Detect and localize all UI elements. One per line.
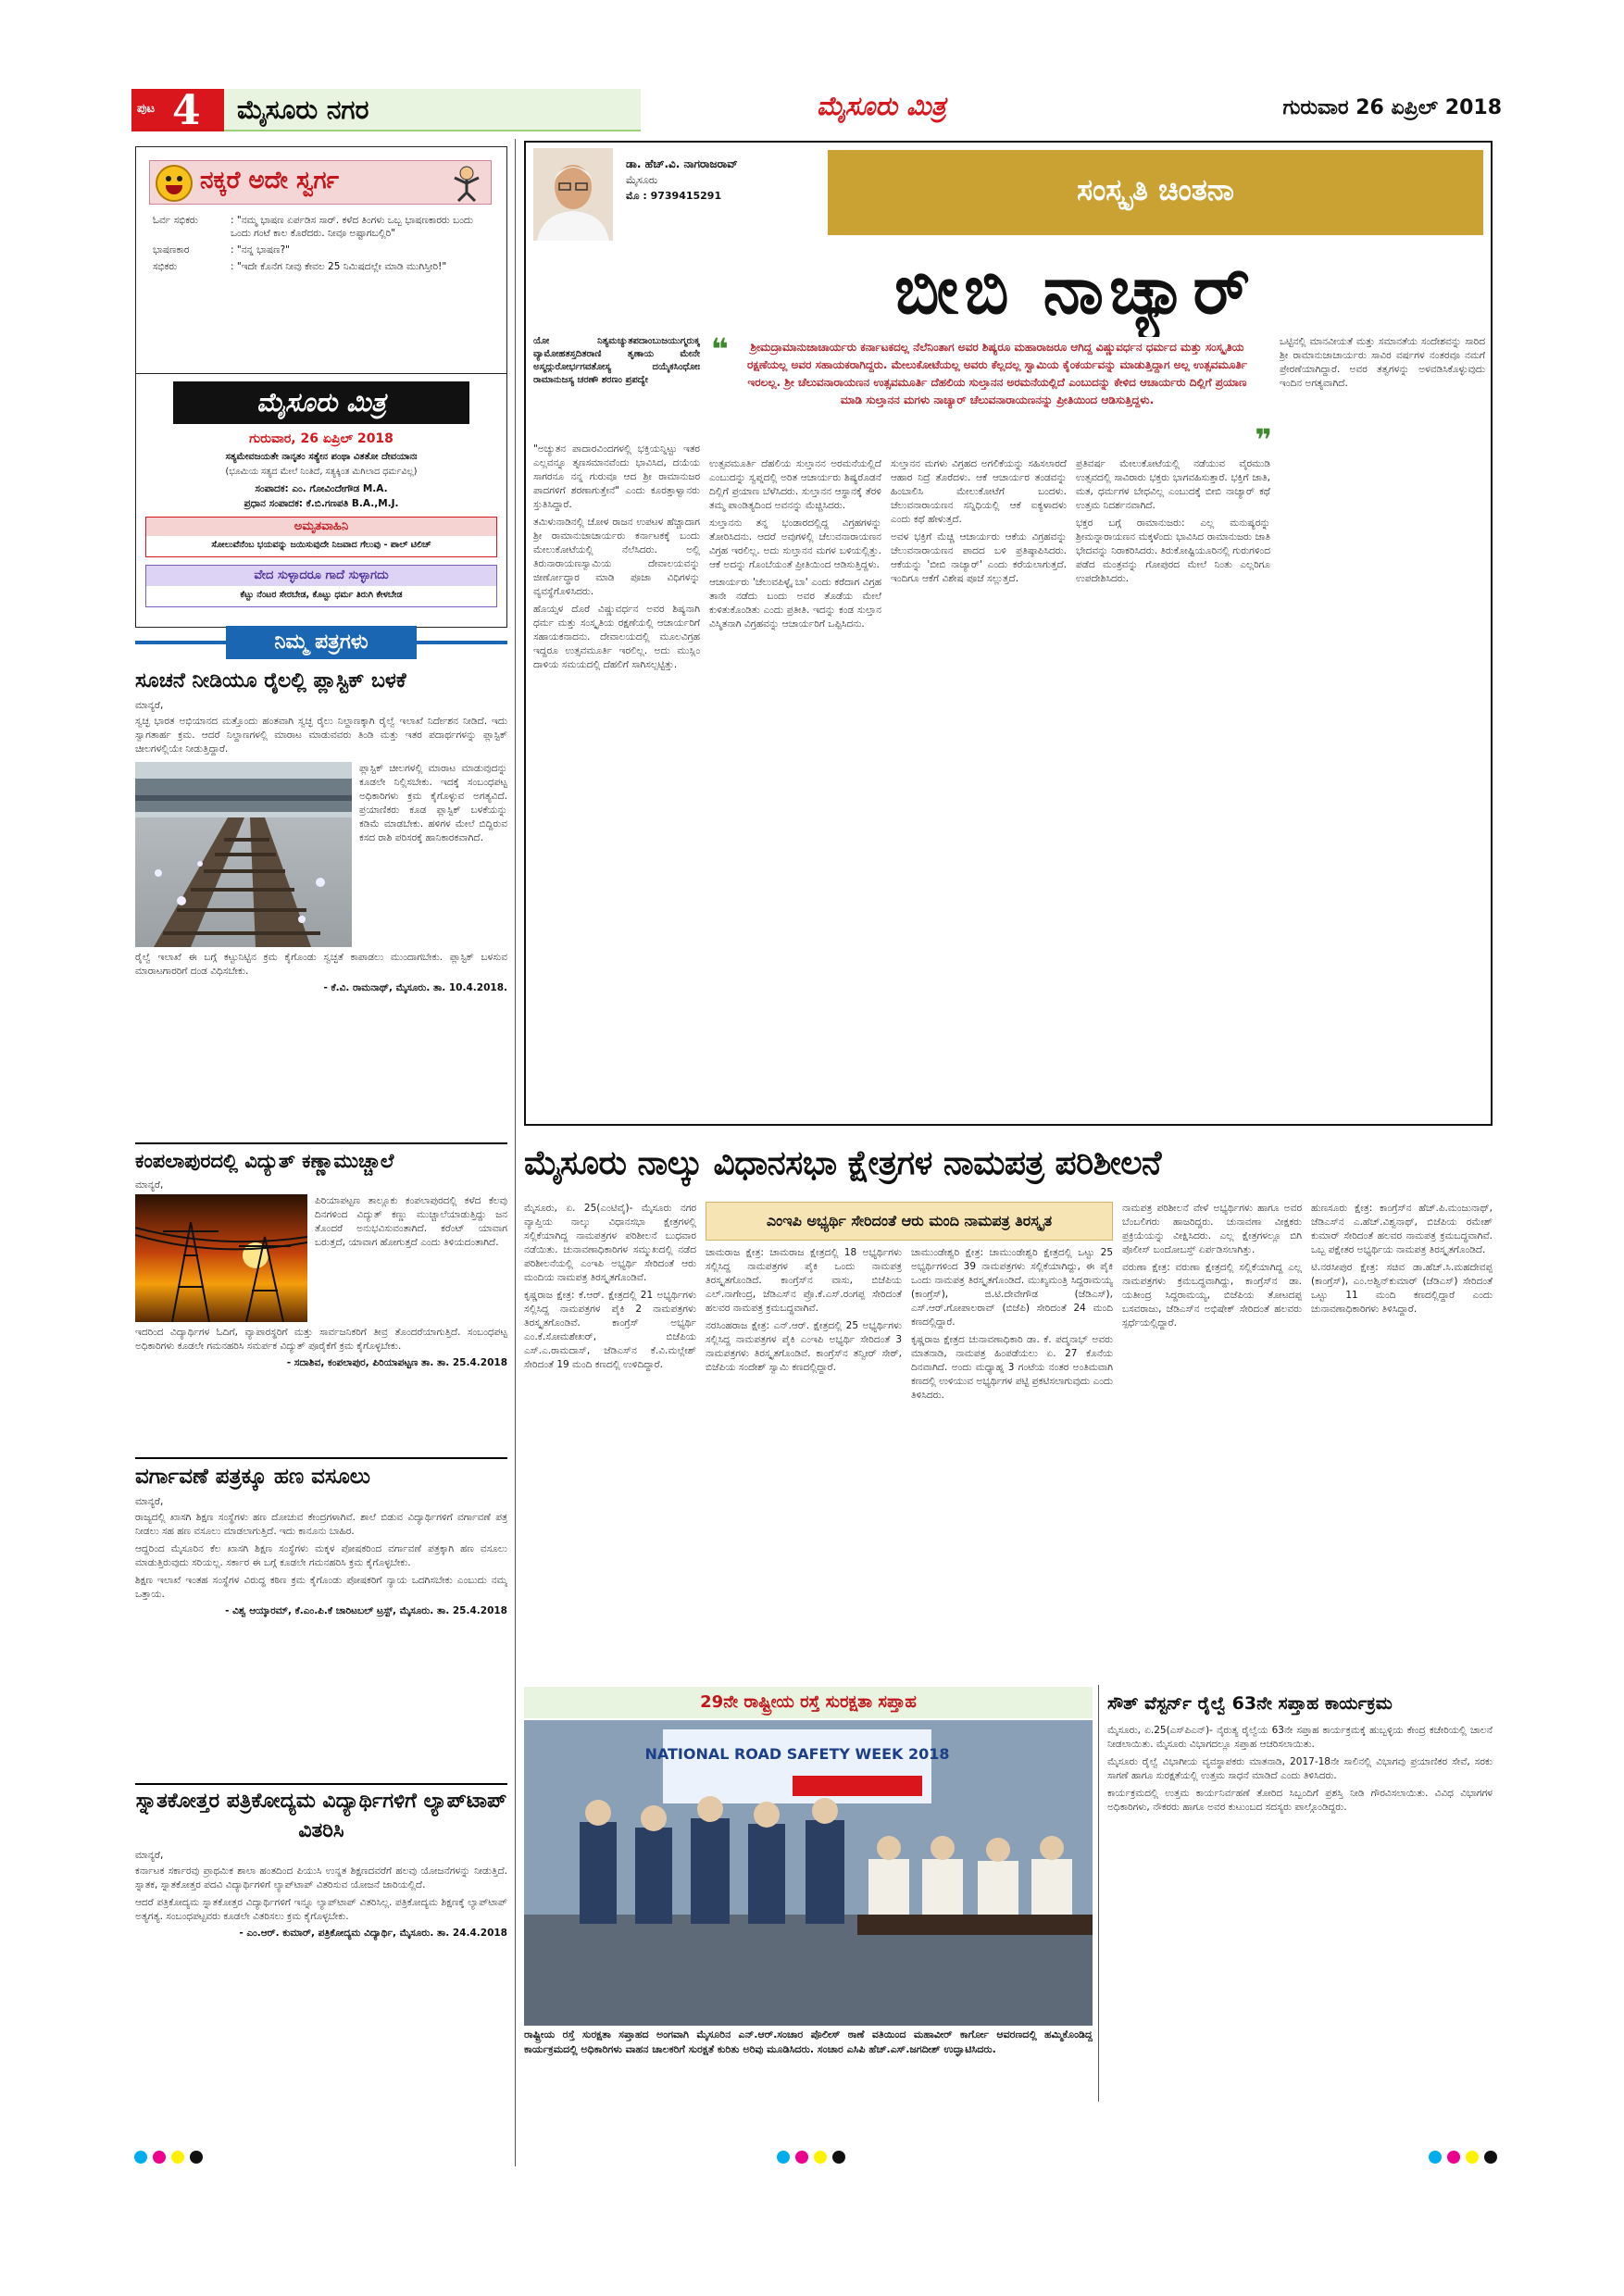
letter-salute: ಮಾನ್ಯರೆ, — [135, 1496, 164, 1507]
column-body-5 — [1280, 335, 1485, 1117]
safety-caption-box — [524, 2028, 1093, 2102]
column-rule — [1098, 1685, 1099, 2102]
letters-banner — [135, 624, 507, 661]
joke-speaker: ಓರ್ವ ಸಭಿಕರು — [153, 215, 198, 226]
main-news-col4 — [1122, 1202, 1302, 1676]
joke-line — [153, 260, 492, 273]
safety-photo — [524, 1720, 1093, 2026]
imprint-motto1: ಸತ್ಯಮೇವಜಯತೇ ನಾನೃತಂ ಸತ್ಯೇನ ಪಂಥಾ ವಿತತೋ ದೇವಯಾನಃ — [225, 452, 418, 462]
letter-photo-wrap — [135, 1194, 507, 1322]
letter-2 — [135, 1146, 507, 1455]
joke-text: : "ನನ್ನ ಭಾಷಣ?" — [231, 244, 291, 256]
column-paragraph: ಸುಲ್ತಾನನು ತನ್ನ ಭಂಡಾರದಲ್ಲಿದ್ದ ವಿಗ್ರಹಗಳನ್ನು ತೋರಿಸಿದನು. ಆದರೆ ಅವುಗಳಲ್ಲಿ ಚೆಲುವನಾರಾಯಣನ ವಿಗ್ರಹ ಇರಲಿಲ್ಲ. ಅದು ಸುಲ್ತಾನನ ಮಗಳ ಬಳಿಯಲ್ಲಿತ್ತು. ಆಕೆ ಅದನ್ನು ಗೊಂಬೆಯಂತೆ ಪ್ರೀತಿಯಿಂದ ಆಡಿಸುತ್ತಿದ್ದಳು. — [709, 518, 881, 570]
letters-banner-label: ನಿಮ್ಮ ಪತ್ರಗಳು — [226, 626, 417, 659]
column-body-2 — [709, 457, 881, 1117]
amruta-text: ಸೋಲುವೆನೆಂಬ ಭಯವನ್ನು ಜಯಿಸುವುದೇ ನಿಜವಾದ ಗೆಲುವು - ಪಾಲ್ ಟಿಲಿಚ್ — [211, 540, 431, 550]
column-intro — [533, 335, 700, 437]
column-header — [533, 148, 1483, 246]
column-name-bar — [828, 150, 1483, 235]
page-number-badge — [131, 87, 224, 134]
veda-box — [145, 565, 497, 607]
imprint-date: ಗುರುವಾರ, 26 ಏಪ್ರಿಲ್ 2018 — [249, 431, 394, 446]
safety-headline: 29ನೇ ರಾಷ್ಟ್ರೀಯ ರಸ್ತೆ ಸುರಕ್ಷತಾ ಸಪ್ತಾಹ — [700, 1692, 917, 1712]
column-paragraph: ಹೊಯ್ಸಳ ದೊರೆ ವಿಷ್ಣುವರ್ಧನ ಅವರ ಶಿಷ್ಯನಾಗಿ ಧರ್ಮ ಮತ್ತು ಸಂಸ್ಕೃತಿಯ ರಕ್ಷಣೆಯಲ್ಲಿ ಆಚಾರ್ಯರಿಗೆ ಸಹಾಯಕನಾದನು. ದೇವಾಲಯದಲ್ಲಿ ಮೂಲವಿಗ್ರಹ ಇದ್ದರೂ ಉತ್ಸವಮೂರ್ತಿ ಇರಲಿಲ್ಲ. ಅದು ಮುಸ್ಲಿಂ ದಾಳಿಯ ಸಮಯದಲ್ಲಿ ದೆಹಲಿಗೆ ಸಾಗಿಸಲ್ಪಟ್ಟಿತ್ತು. — [533, 604, 700, 670]
letter-salute: ಮಾನ್ಯರೆ, — [135, 1850, 164, 1861]
quote-open-icon: ❝ — [711, 331, 729, 367]
imprint-logo: ಮೈಸೂರು ಮಿತ್ರ — [173, 381, 469, 424]
masthead — [131, 85, 1502, 135]
letter-signature: - ಎಂ.ಆರ್. ಕುಮಾರ್, ಪತ್ರಿಕೋದ್ಯಮ ವಿದ್ಯಾರ್ಥಿ, ಮೈಸೂರು. ತಾ. 24.4.2018 — [239, 1928, 507, 1939]
letter-headline: ಕಂಪಲಾಪುರದಲ್ಲಿ ವಿದ್ಯುತ್ ಕಣ್ಣಾಮುಚ್ಚಾಲೆ — [135, 1150, 394, 1172]
safety-caption: ರಾಷ್ಟ್ರೀಯ ರಸ್ತೆ ಸುರಕ್ಷತಾ ಸಪ್ತಾಹದ ಅಂಗವಾಗಿ ಮೈಸೂರಿನ ಎನ್.ಆರ್.ಸಂಚಾರ ಪೊಲೀಸ್ ಠಾಣೆ ವತಿಯಿಂದ ಮಹಾವೀರ್ ಕಾರ್ಗೋ ಆವರಣದಲ್ಲಿ ಹಮ್ಮಿಕೊಂಡಿದ್ದ ಕಾರ್ಯಕ್ರಮದಲ್ಲಿ ಅಧಿಕಾರಿಗಳು ವಾಹನ ಚಾಲಕರಿಗೆ ಸುರಕ್ಷತೆ ಕುರಿತು ಅರಿವು ಮೂಡಿಸಿದರು. ಸಂಚಾರ ಎಸಿಪಿ ಹೆಚ್.ಎಸ್.ಜಗದೀಶ್ ಉದ್ಘಾಟಿಸಿದರು. — [524, 2028, 1093, 2055]
divider — [135, 1142, 507, 1144]
letter-signature: - ವಿಶ್ವ ಆಯ್ಕಾರಮ್, ಕೆ.ಎಂ.ಪಿ.ಕೆ ಚಾರಿಟಬಲ್ ಟ್ರಸ್ಟ್, ಮೈಸೂರು. ತಾ. 25.4.2018 — [225, 1605, 507, 1616]
railway-body — [1107, 1724, 1493, 2100]
main-subhead-text: ಎಂಇಪಿ ಅಭ್ಯರ್ಥಿ ಸೇರಿದಂತೆ ಆರು ಮಂದಿ ನಾಮಪತ್ರ ತಿರಸ್ಕೃತ — [766, 1212, 1053, 1229]
letter-headline: ಸೂಚನೆ ನೀಡಿಯೂ ರೈಲಲ್ಲಿ ಪ್ಲಾಸ್ಟಿಕ್ ಬಳಕೆ — [135, 669, 406, 693]
column-paragraph: ಭಕ್ತರ ಬಗ್ಗೆ ರಾಮಾನುಜರು: ಎಲ್ಲ ಮನುಷ್ಯರನ್ನು ಶ್ರೀಮನ್ನಾರಾಯಣನ ಮಕ್ಕಳೆಂದು ಭಾವಿಸಿದ ರಾಮಾನುಜರು ಜಾತಿ ಭೇದವನ್ನು ನಿರಾಕರಿಸಿದರು. ತಿರುಕೋಷ್ಟಿಯೂರಿನಲ್ಲಿ ಗುರುಗಳಿಂದ ಪಡೆದ ಮಂತ್ರವನ್ನು ಗೋಪುರದ ಮೇಲೆ ನಿಂತು ಎಲ್ಲರಿಗೂ ಉಪದೇಶಿಸಿದರು. — [1076, 518, 1270, 584]
news-paragraph: ನರಸಿಂಹರಾಜ ಕ್ಷೇತ್ರ: ಎನ್.ಆರ್. ಕ್ಷೇತ್ರದಲ್ಲಿ 25 ಅಭ್ಯರ್ಥಿಗಳು ಸಲ್ಲಿಸಿದ್ದ ನಾಮಪತ್ರಗಳ ಪೈಕಿ ಎಂಇಪಿ ಅಭ್ಯರ್ಥಿ ಸೇರಿದಂತೆ 3 ನಾಮಪತ್ರಗಳು ತಿರಸ್ಕೃತಗೊಂಡಿವೆ. ಕಾಂಗ್ರೆಸ್‌ನ ತನ್ವೀರ್ ಸೇಠ್, ಬಿಜೆಪಿಯ ಸಂದೇಶ್ ಸ್ವಾಮಿ ಕಣದಲ್ಲಿದ್ದಾರೆ. — [706, 1320, 902, 1373]
joke-lines — [153, 214, 492, 273]
news-paragraph: ಮೈಸೂರು, ಏ. 25(ಎಂಟಿವೈ)- ಮೈಸೂರು ನಗರ ವ್ಯಾಪ್ತಿಯ ನಾಲ್ಕು ವಿಧಾನಸಭಾ ಕ್ಷೇತ್ರಗಳಲ್ಲಿ ಸಲ್ಲಿಕೆಯಾಗಿದ್ದ ನಾಮಪತ್ರಗಳ ಪರಿಶೀಲನೆ ಬುಧವಾರ ನಡೆಯಿತು. ಚುನಾವಣಾಧಿಕಾರಿಗಳ ಸಮ್ಮುಖದಲ್ಲಿ ನಡೆದ ಪರಿಶೀಲನೆಯಲ್ಲಿ ಎಂಇಪಿ ಅಭ್ಯರ್ಥಿ ಸೇರಿದಂತೆ ಆರು ಮಂದಿಯ ನಾಮಪತ್ರ ತಿರಸ್ಕೃತಗೊಂಡಿವೆ. — [524, 1203, 696, 1283]
column-paragraph: ಉತ್ಸವಮೂರ್ತಿ ದೆಹಲಿಯ ಸುಲ್ತಾನನ ಅರಮನೆಯಲ್ಲಿದೆ ಎಂಬುದನ್ನು ಸ್ವಪ್ನದಲ್ಲಿ ಅರಿತ ಆಚಾರ್ಯರು ಶಿಷ್ಯರೊಡನೆ ದಿಲ್ಲಿಗೆ ಪ್ರಯಾಣ ಬೆಳೆಸಿದರು. ಸುಲ್ತಾನನ ಆಸ್ಥಾನಕ್ಕೆ ತೆರಳಿ ತಮ್ಮ ಪಾಂಡಿತ್ಯದಿಂದ ಅವನನ್ನು ಮೆಚ್ಚಿಸಿದರು. — [709, 458, 881, 511]
veda-text: ಕೆಟ್ಟು ನೆಂಟರ ಸೇರಬೇಡ, ಕೊಟ್ಟು ಧರ್ಮ ತಿರುಗಿ ಕೇಳಬೇಡ — [240, 590, 403, 600]
railway-headline: ಸೌತ್ ವೆಸ್ಟರ್ನ್ ರೈಲ್ವೆ 63ನೇ ಸಪ್ತಾಹ ಕಾರ್ಯಕ್ರಮ — [1107, 1693, 1393, 1714]
news-paragraph: ಕೃಷ್ಣರಾಜ ಕ್ಷೇತ್ರದ ಚುನಾವಣಾಧಿಕಾರಿ ಡಾ. ಕೆ. ಪದ್ಮನಾಭ್ ಅವರು ಮಾತನಾಡಿ, ನಾಮಪತ್ರ ಹಿಂಪಡೆಯಲು ಏ. 27 ಕೊನೆಯ ದಿನವಾಗಿದೆ. ಅಂದು ಮಧ್ಯಾಹ್ನ 3 ಗಂಟೆಯ ನಂತರ ಅಂತಿಮವಾಗಿ ಕಣದಲ್ಲಿ ಉಳಿಯುವ ಅಭ್ಯರ್ಥಿಗಳ ಪಟ್ಟಿ ಪ್ರಕಟಿಸಲಾಗುವುದು ಎಂದು ತಿಳಿಸಿದರು. — [911, 1334, 1113, 1401]
letter-salute: ಮಾನ್ಯರೆ, — [135, 1179, 164, 1191]
paper-logo-top: ಮೈಸೂರು ಮಿತ್ರ — [817, 91, 946, 121]
section-bar — [224, 89, 641, 131]
letter-paragraph: ಆದ್ದರಿಂದ ಮೈಸೂರಿನ ಕೆಲ ಖಾಸಗಿ ಶಿಕ್ಷಣ ಸಂಸ್ಥೆಗಳು ಮಕ್ಕಳ ಪೋಷಕರಿಂದ ವರ್ಗಾವಣೆ ಪತ್ರಕ್ಕಾಗಿ ಹಣ ವಸೂಲು ಮಾಡುತ್ತಿರುವುದು ಸರಿಯಲ್ಲ. ಸರ್ಕಾರ ಈ ಬಗ್ಗೆ ಕೂಡಲೇ ಗಮನಹರಿಸಿ ಕ್ರಮ ಕೈಗೊಳ್ಳಬೇಕು. — [135, 1543, 507, 1568]
column-paragraph: "ಅಚ್ಯುತನ ಪಾದಾರವಿಂದಗಳಲ್ಲಿ ಭಕ್ತಿಯನ್ನಿಟ್ಟು ಇತರ ಎಲ್ಲವನ್ನೂ ತೃಣಸಮಾನವೆಂದು ಭಾವಿಸಿದ, ದಯೆಯ ಸಾಗರನೂ ನನ್ನ ಗುರುವೂ ಆದ ಶ್ರೀ ರಾಮಾನುಜರ ಪಾದಗಳಿಗೆ ಶರಣಾಗುತ್ತೇನೆ" ಎಂದು ಕೂರತ್ತಾಳ್ವಾನರು ಸ್ತುತಿಸಿದ್ದಾರೆ. — [533, 443, 700, 510]
letter-3 — [135, 1461, 507, 1781]
column-paragraph: ಆಚಾರ್ಯರು 'ಚೆಲುವಪಿಳ್ಳೈ ಬಾ' ಎಂದು ಕರೆದಾಗ ವಿಗ್ರಹ ತಾನೇ ನಡೆದು ಬಂದು ಅವರ ತೊಡೆಯ ಮೇಲೆ ಕುಳಿತುಕೊಂಡಿತು ಎಂದು ಪ್ರತೀತಿ. ಇದನ್ನು ಕಂಡ ಸುಲ್ತಾನ ವಿಸ್ಮಿತನಾಗಿ ವಿಗ್ರಹವನ್ನು ಆಚಾರ್ಯರಿಗೆ ಒಪ್ಪಿಸಿದನು. — [709, 577, 881, 630]
imprint-motto2: (ಭೂಮಿಯ ಸತ್ಯದ ಮೇಲೆ ನಿಂತಿದೆ, ಸತ್ಯಕ್ಕಿಂತ ಮಿಗಿಲಾದ ಧರ್ಮವಿಲ್ಲ) — [225, 467, 418, 477]
letter-signature: - ಸದಾಶಿವ, ಕಂಪಲಾಪುರ, ಪಿರಿಯಾಪಟ್ಟಣ ತಾ. ತಾ. 25.4.2018 — [286, 1357, 507, 1368]
color-registration-right — [1426, 2150, 1500, 2167]
column-body-3 — [891, 457, 1067, 1117]
column-paragraph: ಅವಳ ಭಕ್ತಿಗೆ ಮೆಚ್ಚಿ ಆಚಾರ್ಯರು ಆಕೆಯ ವಿಗ್ರಹವನ್ನು ಚೆಲುವನಾರಾಯಣನ ಪಾದದ ಬಳಿ ಪ್ರತಿಷ್ಠಾಪಿಸಿದರು. ಆಕೆಯನ್ನು 'ಬೀಬಿ ನಾಚ್ಯಾರ್' ಎಂದು ಕರೆಯಲಾಗುತ್ತದೆ. ಇಂದಿಗೂ ಆಕೆಗೆ ವಿಶೇಷ ಪೂಜೆ ಸಲ್ಲುತ್ತದೆ. — [891, 531, 1067, 584]
news-paragraph: ಚಾಮರಾಜ ಕ್ಷೇತ್ರ: ಚಾಮರಾಜ ಕ್ಷೇತ್ರದಲ್ಲಿ 18 ಅಭ್ಯರ್ಥಿಗಳು ಸಲ್ಲಿಸಿದ್ದ ನಾಮಪತ್ರಗಳ ಪೈಕಿ ಒಂದು ನಾಮಪತ್ರ ತಿರಸ್ಕೃತಗೊಂಡಿದೆ. ಕಾಂಗ್ರೆಸ್‌ನ ವಾಸು, ಬಿಜೆಪಿಯ ಎಲ್.ನಾಗೇಂದ್ರ, ಜೆಡಿಎಸ್‌ನ ಪ್ರೊ.ಕೆ.ಎಸ್.ರಂಗಪ್ಪ ಸೇರಿದಂತೆ ಹಲವರ ನಾಮಪತ್ರ ಕ್ರಮಬದ್ಧವಾಗಿವೆ. — [706, 1247, 902, 1314]
letter-1 — [135, 667, 507, 1139]
color-registration-left — [131, 2150, 206, 2167]
column-body-4 — [1076, 457, 1270, 1117]
author-city: ಮೈಸೂರು — [626, 174, 658, 186]
laughing-man-icon — [450, 165, 483, 202]
letter-paragraph: ಪಿರಿಯಾಪಟ್ಟಣ ತಾಲ್ಲೂಕು ಕಂಪಲಾಪುರದಲ್ಲಿ ಕಳೆದ ಕೆಲವು ದಿನಗಳಿಂದ ವಿದ್ಯುತ್ ಕಣ್ಣು ಮುಚ್ಚಾಲೆಯಾಡುತ್ತಿದ್ದು ಜನ ತೊಂದರೆ ಅನುಭವಿಸುವಂತಾಗಿದೆ. ಕರೆಂಟ್ ಯಾವಾಗ ಬರುತ್ತದೆ, ಯಾವಾಗ ಹೋಗುತ್ತದೆ ಎಂದು ತಿಳಿಯದಂತಾಗಿದೆ. — [315, 1195, 507, 1248]
column-body-1 — [533, 443, 700, 1117]
letter-photo-wrap — [135, 762, 507, 947]
joke-text: : "ಇದೇ ಕೊನೆಗ ನೀವು ಕೇವಲ 25 ನಿಮಿಷದಲ್ಲೇ ಮಾಡಿ ಮುಗಿಸ್ತೀರಿ!" — [231, 261, 447, 272]
letter-paragraph: ರಾಜ್ಯದಲ್ಲಿ ಖಾಸಗಿ ಶಿಕ್ಷಣ ಸಂಸ್ಥೆಗಳು ಹಣ ದೋಚುವ ಕೇಂದ್ರಗಳಾಗಿವೆ. ಶಾಲೆ ಬಿಡುವ ವಿದ್ಯಾರ್ಥಿಗಳಿಗೆ ವರ್ಗಾವಣೆ ಪತ್ರ ನೀಡಲು ಸಹ ಹಣ ವಸೂಲು ಮಾಡಲಾಗುತ್ತಿದೆ. ಇದು ಕಾನೂನು ಬಾಹಿರ. — [135, 1512, 507, 1537]
news-paragraph: ಟಿ.ನರಸೀಪುರ ಕ್ಷೇತ್ರ: ಸಚಿವ ಡಾ.ಹೆಚ್.ಸಿ.ಮಹದೇವಪ್ಪ (ಕಾಂಗ್ರೆಸ್), ಎಂ.ಅಶ್ವಿನ್‌ಕುಮಾರ್ (ಜೆಡಿಎಸ್) ಸೇರಿದಂತೆ ಒಟ್ಟು 11 ಮಂದಿ ಕಣದಲ್ಲಿದ್ದಾರೆ ಎಂದು ಚುನಾವಣಾಧಿಕಾರಿಗಳು ತಿಳಿಸಿದ್ದಾರೆ. — [1311, 1262, 1493, 1315]
main-news-col1 — [524, 1202, 696, 1676]
joke-speaker: ಭಾಷಣಕಾರ — [153, 244, 190, 256]
news-paragraph: ಕೃಷ್ಣರಾಜ ಕ್ಷೇತ್ರ: ಕೆ.ಆರ್. ಕ್ಷೇತ್ರದಲ್ಲಿ 21 ಅಭ್ಯರ್ಥಿಗಳು ಸಲ್ಲಿಸಿದ್ದ ನಾಮಪತ್ರಗಳ ಪೈಕಿ 2 ನಾಮಪತ್ರಗಳು ತಿರಸ್ಕೃತಗೊಂಡಿವೆ. ಕಾಂಗ್ರೆಸ್ ಅಭ್ಯರ್ಥಿ ಎಂ.ಕೆ.ಸೋಮಶೇಖರ್, ಬಿಜೆಪಿಯ ಎಸ್.ಎ.ರಾಮದಾಸ್, ಜೆಡಿಎಸ್‌ನ ಕೆ.ವಿ.ಮಲ್ಲೇಶ್ ಸೇರಿದಂತೆ 19 ಮಂದಿ ಕಣದಲ್ಲಿ ಉಳಿದಿದ್ದಾರೆ. — [524, 1290, 696, 1370]
letter-paragraph: ಆದರೆ ಪತ್ರಿಕೋದ್ಯಮ ಸ್ನಾತಕೋತ್ತರ ವಿದ್ಯಾರ್ಥಿಗಳಿಗೆ ಇನ್ನೂ ಲ್ಯಾಪ್‌ಟಾಪ್ ವಿತರಿಸಿಲ್ಲ. ಪತ್ರಿಕೋದ್ಯಮ ಶಿಕ್ಷಣಕ್ಕೆ ಲ್ಯಾಪ್‌ಟಾಪ್ ಅತ್ಯಗತ್ಯ. ಸಂಬಂಧಪಟ್ಟವರು ಕೂಡಲೇ ವಿತರಿಸಲು ಕ್ರಮ ಕೈಗೊಳ್ಳಬೇಕು. — [135, 1897, 507, 1922]
letter-paragraph: ರೈಲ್ವೆ ಇಲಾಖೆ ಈ ಬಗ್ಗೆ ಕಟ್ಟುನಿಟ್ಟಿನ ಕ್ರಮ ಕೈಗೊಂಡು ಸ್ವಚ್ಛತೆ ಕಾಪಾಡಲು ಮುಂದಾಗಬೇಕು. ಪ್ಲಾಸ್ಟಿಕ್ ಬಳಸುವ ಮಾರಾಟಗಾರರಿಗೆ ದಂಡ ವಿಧಿಸಬೇಕು. — [135, 952, 507, 977]
letter-headline: ಸ್ನಾತಕೋತ್ತರ ಪತ್ರಿಕೋದ್ಯಮ ವಿದ್ಯಾರ್ಥಿಗಳಿಗೆ ಲ್ಯಾಪ್‌ಟಾಪ್ ವಿತರಿಸಿ — [135, 1790, 507, 1842]
page-word: ಪುಟ — [137, 102, 156, 116]
main-news-col5 — [1311, 1202, 1493, 1676]
letter-headline: ವರ್ಗಾವಣೆ ಪತ್ರಕ್ಕೂ ಹಣ ವಸೂಲು — [135, 1465, 370, 1489]
safety-headline-bar — [524, 1687, 1093, 1718]
letter-paragraph: ಇದರಿಂದ ವಿದ್ಯಾರ್ಥಿಗಳ ಓದಿಗೆ, ವ್ಯಾಪಾರಸ್ಥರಿಗೆ ಮತ್ತು ಸಾರ್ವಜನಿಕರಿಗೆ ತೀವ್ರ ತೊಂದರೆಯಾಗುತ್ತಿದೆ. ಸಂಬಂಧಪಟ್ಟ ಅಧಿಕಾರಿಗಳು ಕೂಡಲೇ ಗಮನಹರಿಸಿ ಸಮರ್ಪಕ ವಿದ್ಯುತ್ ಪೂರೈಕೆಗೆ ಕ್ರಮ ಕೈಗೊಳ್ಳಬೇಕು. — [135, 1327, 507, 1352]
letter-paragraph: ಸ್ವಚ್ಛ ಭಾರತ ಅಭಿಯಾನದ ಮತ್ತೊಂದು ಹಂತವಾಗಿ ಸ್ವಚ್ಛ ರೈಲು ನಿಲ್ದಾಣಕ್ಕಾಗಿ ರೈಲ್ವೆ ಇಲಾಖೆ ನಿರ್ದೇಶನ ನೀಡಿದೆ. ಇದು ಸ್ವಾಗತಾರ್ಹ ಕ್ರಮ. ಆದರೆ ನಿಲ್ದಾಣಗಳಲ್ಲಿ ಮಾರಾಟ ಮಾಡುವವರು ತಿಂಡಿ ಮತ್ತು ಇತರ ಪದಾರ್ಥಗಳನ್ನು ಪ್ಲಾಸ್ಟಿಕ್ ಚೀಲಗಳಲ್ಲಿಯೇ ನೀಡುತ್ತಿದ್ದಾರೆ. — [135, 716, 507, 755]
letter-4 — [135, 1787, 507, 2157]
author-name: ಡಾ. ಹೆಚ್.ವಿ. ನಾಗರಾಜರಾವ್ — [626, 157, 738, 170]
column-title: ಬೀಬಿ ನಾಚ್ಯಾರ್ — [894, 251, 1255, 329]
joke-title: ನಕ್ಕರೆ ಅದೇ ಸ್ವರ್ಗ — [200, 167, 339, 194]
color-registration-center — [774, 2150, 848, 2167]
main-news-col3 — [911, 1246, 1113, 1676]
page-number: 4 — [172, 87, 201, 134]
main-news-col2 — [706, 1246, 902, 1676]
letter-paragraph: ಶಿಕ್ಷಣ ಇಲಾಖೆ ಇಂತಹ ಸಂಸ್ಥೆಗಳ ವಿರುದ್ಧ ಕಠಿಣ ಕ್ರಮ ಕೈಗೊಂಡು ಪೋಷಕರಿಗೆ ನ್ಯಾಯ ಒದಗಿಸಬೇಕು ಎಂಬುದು ನಮ್ಮ ಒತ್ತಾಯ. — [135, 1575, 507, 1600]
imprint-box — [135, 374, 507, 628]
main-headline: ಮೈಸೂರು ನಾಲ್ಕು ವಿಧಾನಸಭಾ ಕ್ಷೇತ್ರಗಳ ನಾಮಪತ್ರ ಪರಿಶೀಲನೆ — [524, 1144, 1161, 1182]
letter-salute: ಮಾನ್ಯರೆ, — [135, 700, 164, 711]
column-paragraph: ತಮಿಳುನಾಡಿನಲ್ಲಿ ಚೋಳ ರಾಜನ ಉಪಟಳ ಹೆಚ್ಚಾದಾಗ ಶ್ರೀ ರಾಮಾನುಜಾಚಾರ್ಯರು ಕರ್ನಾಟಕಕ್ಕೆ ಬಂದು ಮೇಲುಕೋಟೆಯಲ್ಲಿ ನೆಲೆಸಿದರು. ಅಲ್ಲಿ ತಿರುನಾರಾಯಣಸ್ವಾಮಿಯ ದೇವಾಲಯವನ್ನು ಜೀರ್ಣೋದ್ಧಾರ ಮಾಡಿ ಪೂಜಾ ವಿಧಿಗಳನ್ನು ವ್ಯವಸ್ಥೆಗೊಳಿಸಿದರು. — [533, 517, 700, 597]
imprint-publisher: ಪ್ರಧಾನ ಸಂಪಾದಕ: ಕೆ.ಬಿ.ಗಣಪತಿ B.A.,M.J. — [244, 498, 399, 509]
railway-track-photo — [135, 762, 352, 947]
column-rule — [515, 139, 516, 2166]
letter-paragraph: ಕರ್ನಾಟಕ ಸರ್ಕಾರವು ಪ್ರಾಥಮಿಕ ಶಾಲಾ ಹಂತದಿಂದ ಪಿಯುಸಿ ಉನ್ನತ ಶಿಕ್ಷಣದವರೆಗೆ ಹಲವು ಯೋಜನೆಗಳನ್ನು ನೀಡುತ್ತಿದೆ. ಸ್ನಾತಕ, ಸ್ನಾತಕೋತ್ತರ ಪದವಿ ವಿದ್ಯಾರ್ಥಿಗಳಿಗೆ ಲ್ಯಾಪ್‌ಟಾಪ್ ವಿತರಿಸುವ ಯೋಜನೆ ಜಾರಿಯಲ್ಲಿದೆ. — [135, 1866, 507, 1890]
column-paragraph: ಒಟ್ಟಿನಲ್ಲಿ ಮಾನವೀಯತೆ ಮತ್ತು ಸಮಾನತೆಯ ಸಂದೇಶವನ್ನು ಸಾರಿದ ಶ್ರೀ ರಾಮಾನುಜಾಚಾರ್ಯರು ಸಾವಿರ ವರ್ಷಗಳ ನಂತರವೂ ನಮಗೆ ಪ್ರೇರಣೆಯಾಗಿದ್ದಾರೆ. ಅವರ ತತ್ವಗಳನ್ನು ಅಳವಡಿಸಿಕೊಳ್ಳುವುದು ಇಂದಿನ ಅಗತ್ಯವಾಗಿದೆ. — [1280, 336, 1485, 389]
joke-title-bar — [149, 160, 492, 205]
amruta-box — [145, 517, 497, 557]
railway-paragraph: ಮೈಸೂರು, ಏ.25(ಎಸ್‌ಪಿಎನ್)- ನೈರುತ್ಯ ರೈಲ್ವೆಯ 63ನೇ ಸಪ್ತಾಹ ಕಾರ್ಯಕ್ರಮಕ್ಕೆ ಹುಬ್ಬಳ್ಳಿಯ ಕೇಂದ್ರ ಕಚೇರಿಯಲ್ಲಿ ಚಾಲನೆ ನೀಡಲಾಯಿತು. ಮೈಸೂರು ವಿಭಾಗದಲ್ಲೂ ಸಪ್ತಾಹ ಆಚರಿಸಲಾಯಿತು. — [1107, 1725, 1493, 1750]
letter-paragraph: ಪ್ಲಾಸ್ಟಿಕ್ ಚೀಲಗಳಲ್ಲಿ ಮಾರಾಟ ಮಾಡುವುದನ್ನು ಕೂಡಲೇ ನಿಲ್ಲಿಸಬೇಕು. ಇದಕ್ಕೆ ಸಂಬಂಧಪಟ್ಟ ಅಧಿಕಾರಿಗಳು ಕ್ರಮ ಕೈಗೊಳ್ಳುವ ಅಗತ್ಯವಿದೆ. ಪ್ರಯಾಣಿಕರು ಕೂಡ ಪ್ಲಾಸ್ಟಿಕ್ ಬಳಕೆಯನ್ನು ಕಡಿಮೆ ಮಾಡಬೇಕು. ಹಳಿಗಳ ಮೇಲೆ ಬಿದ್ದಿರುವ ಕಸದ ರಾಶಿ ಪರಿಸರಕ್ಕೆ ಹಾನಿಕಾರಕವಾಗಿದೆ. — [359, 763, 507, 843]
column-paragraph: ಸುಲ್ತಾನನ ಮಗಳು ವಿಗ್ರಹದ ಅಗಲಿಕೆಯನ್ನು ಸಹಿಸಲಾರದೆ ಆಹಾರ ನಿದ್ರೆ ತೊರೆದಳು. ಆಕೆ ಆಚಾರ್ಯರ ತಂಡವನ್ನು ಹಿಂಬಾಲಿಸಿ ಮೇಲುಕೋಟೆಗೆ ಬಂದಳು. ಚೆಲುವನಾರಾಯಣನ ಸನ್ನಿಧಿಯಲ್ಲಿ ಆಕೆ ಐಕ್ಯಳಾದಳು ಎಂದು ಕಥೆ ಹೇಳುತ್ತದೆ. — [891, 458, 1067, 525]
letter-signature: - ಕೆ.ವಿ. ರಾಮನಾಥ್, ಮೈಸೂರು. ತಾ. 10.4.2018. — [323, 982, 507, 993]
column-intro-text: ಯೋ ನಿತ್ಯಮಚ್ಯುತಪದಾಂಬುಜಯುಗ್ಮರುಕ್ಮ ವ್ಯಾಮೋಹತಸ್ತದಿತರಾಣಿ ತೃಣಾಯ ಮೇನೇ ಅಸ್ಮದ್ಗುರೋರ್ಭಗವತೋಸ್ಯ ದಯೈಕಸಿಂಧೋಃ ರಾಮಾನುಜಸ್ಯ ಚರಣೌ ಶರಣಂ ಪ್ರಪದ್ಯೇ — [533, 336, 700, 385]
railway-paragraph: ಮೈಸೂರು ರೈಲ್ವೆ ವಿಭಾಗೀಯ ವ್ಯವಸ್ಥಾಪಕರು ಮಾತನಾಡಿ, 2017-18ನೇ ಸಾಲಿನಲ್ಲಿ ವಿಭಾಗವು ಪ್ರಯಾಣಿಕರ ಸೇವೆ, ಸರಕು ಸಾಗಣೆ ಹಾಗೂ ಸುರಕ್ಷತೆಯಲ್ಲಿ ಉತ್ತಮ ಸಾಧನೆ ಮಾಡಿದೆ ಎಂದು ತಿಳಿಸಿದರು. — [1107, 1756, 1493, 1781]
imprint-editor: ಸಂಪಾದಕ: ಎಂ. ಗೋವಿಂದೇಗೌಡ M.A. — [255, 483, 388, 494]
veda-title: ವೇದ ಸುಳ್ಳಾದರೂ ಗಾದೆ ಸುಳ್ಳಾಗದು — [146, 566, 496, 586]
safety-banner-text: NATIONAL ROAD SAFETY WEEK 2018 — [644, 1745, 950, 1763]
date-line: ಗುರುವಾರ 26 ಏಪ್ರಿಲ್ 2018 — [1282, 96, 1502, 119]
author-photo — [533, 148, 613, 241]
joke-box — [135, 146, 507, 374]
column-paragraph: ಪ್ರತಿವರ್ಷ ಮೇಲುಕೋಟೆಯಲ್ಲಿ ನಡೆಯುವ ವೈರಮುಡಿ ಉತ್ಸವದಲ್ಲಿ ಸಾವಿರಾರು ಭಕ್ತರು ಭಾಗವಹಿಸುತ್ತಾರೆ. ಭಕ್ತಿಗೆ ಜಾತಿ, ಮತ, ಧರ್ಮಗಳ ಬೇಧವಿಲ್ಲ ಎಂಬುದಕ್ಕೆ ಬೀಬಿ ನಾಚ್ಯಾರ್ ಕಥೆ ಉತ್ತಮ ನಿದರ್ಶನವಾಗಿದೆ. — [1076, 458, 1270, 511]
news-paragraph: ಚಾಮುಂಡೇಶ್ವರಿ ಕ್ಷೇತ್ರ: ಚಾಮುಂಡೇಶ್ವರಿ ಕ್ಷೇತ್ರದಲ್ಲಿ ಒಟ್ಟು 25 ಅಭ್ಯರ್ಥಿಗಳಿಂದ 39 ನಾಮಪತ್ರಗಳು ಸಲ್ಲಿಕೆಯಾಗಿದ್ದು, ಈ ಪೈಕಿ ಒಂದು ನಾಮಪತ್ರ ತಿರಸ್ಕೃತಗೊಂಡಿದೆ. ಮುಖ್ಯಮಂತ್ರಿ ಸಿದ್ದರಾಮಯ್ಯ (ಕಾಂಗ್ರೆಸ್), ಜಿ.ಟಿ.ದೇವೇಗೌಡ (ಜೆಡಿಎಸ್), ಎಸ್.ಆರ್.ಗೋಪಾಲರಾವ್ (ಬಿಜೆಪಿ) ಸೇರಿದಂತೆ 24 ಮಂದಿ ಕಣದಲ್ಲಿದ್ದಾರೆ. — [911, 1247, 1113, 1328]
laugh-face-icon — [156, 165, 193, 202]
joke-line — [153, 243, 492, 256]
quote-close-icon: ❞ — [1255, 422, 1272, 457]
news-paragraph: ವರುಣಾ ಕ್ಷೇತ್ರ: ವರುಣಾ ಕ್ಷೇತ್ರದಲ್ಲಿ ಸಲ್ಲಿಕೆಯಾಗಿದ್ದ ಎಲ್ಲ ನಾಮಪತ್ರಗಳು ಕ್ರಮಬದ್ಧವಾಗಿದ್ದು, ಕಾಂಗ್ರೆಸ್‌ನ ಡಾ. ಯತೀಂದ್ರ ಸಿದ್ದರಾಮಯ್ಯ, ಬಿಜೆಪಿಯ ತೋಟದಪ್ಪ ಬಸವರಾಜು, ಜೆಡಿಎಸ್‌ನ ಅಭಿಷೇಕ್ ಸೇರಿದಂತೆ ಹಲವರು ಸ್ಪರ್ಧೆಯಲ್ಲಿದ್ದಾರೆ. — [1122, 1262, 1302, 1329]
pull-quote-text: ಶ್ರೀಮದ್ರಾಮಾನುಜಾಚಾರ್ಯರು ಕರ್ನಾಟಕದಲ್ಲ ನೆಲೆನಿಂತಾಗ ಅವರ ಶಿಷ್ಯರೂ ಮಹಾರಾಜರೂ ಆಗಿದ್ದ ವಿಷ್ಣುವರ್ಧನ ಧರ್ಮದ ಮತ್ತು ಸಂಸ್ಕೃತಿಯ ರಕ್ಷಣೆಯಲ್ಲ ಅವರ ಸಹಾಯಕರಾಗಿದ್ದರು. ಮೇಲುಕೋಟೆಯಲ್ಲ ಅವರು ಕೆಲ್ಲದಲ್ಲ ಸ್ವಾಮಿಯ ಕೈಂಕರ್ಯವನ್ನು ಮಾಡುತ್ತಿದ್ದಾಗ ಅಲ್ಲ ಉತ್ಸವಮೂರ್ತಿ ಇರಲಲ್ಲ. ಶ್ರೀ ಚೆಲುವನಾರಾಯಣನ ಉತ್ಸವಮೂರ್ತಿ ದೆಹಲಿಯ ಸುಲ್ತಾನನ ಅರಮನೆಯಲ್ಲಿದೆ ಎಂಬುದನ್ನು ಕೇಳಿದ ಆಚಾರ್ಯರು ದಿಲ್ಲಿಗೆ ಪ್ರಯಾಣ ಮಾಡಿ ಸುಲ್ತಾನನ ಮಗಳು ನಾಚ್ಯಾರ್ ಚೆಲುವನಾರಾಯಣನನ್ನು ಪ್ರೀತಿಯಿಂದ ಆಡಿಸುತ್ತಿದ್ದಳು. — [747, 341, 1247, 406]
author-phone: ಮೊ : 9739415291 — [626, 190, 722, 202]
section-title: ಮೈಸೂರು ನಗರ — [237, 94, 369, 125]
amruta-title: ಅಮೃತವಾಹಿನಿ — [146, 518, 496, 536]
joke-text: : "ನಮ್ಮ ಭಾಷಣ ಏರ್ಪಡಿಸ ಸಾರ್. ಕಳೆದ ತಿಂಗಳು ಒಬ್ಬ ಭಾಷಣಕಾರರು ಬಂದು ಒಂದು ಗಂಟೆ ಕಾಲ ಕೊರೆದರು. ನೀವೂ ಅಷ್ಟಾಗಬಲ್ಲಿರಿ" — [231, 215, 473, 239]
power-lines-photo — [135, 1194, 307, 1322]
railway-paragraph: ಕಾರ್ಯಕ್ರಮದಲ್ಲಿ ಉತ್ತಮ ಕಾರ್ಯನಿರ್ವಹಣೆ ತೋರಿದ ಸಿಬ್ಬಂದಿಗೆ ಪ್ರಶಸ್ತಿ ನೀಡಿ ಗೌರವಿಸಲಾಯಿತು. ವಿವಿಧ ವಿಭಾಗಗಳ ಅಧಿಕಾರಿಗಳು, ನೌಕರರು ಹಾಗೂ ಅವರ ಕುಟುಂಬದ ಸದಸ್ಯರು ಪಾಲ್ಗೊಂಡಿದ್ದರು. — [1107, 1788, 1493, 1813]
pull-quote-box — [711, 331, 1272, 457]
news-paragraph: ಹುಣಸೂರು ಕ್ಷೇತ್ರ: ಕಾಂಗ್ರೆಸ್‌ನ ಹೆಚ್.ಪಿ.ಮಂಜುನಾಥ್, ಜೆಡಿಎಸ್‌ನ ಎ.ಹೆಚ್.ವಿಶ್ವನಾಥ್, ಬಿಜೆಪಿಯ ರಮೇಶ್ ಕುಮಾರ್ ಸೇರಿದಂತೆ ಹಲವರ ನಾಮಪತ್ರ ಕ್ರಮಬದ್ಧವಾಗಿವೆ. ಒಬ್ಬ ಪಕ್ಷೇತರ ಅಭ್ಯರ್ಥಿಯ ನಾಮಪತ್ರ ತಿರಸ್ಕೃತಗೊಂಡಿದೆ. — [1311, 1203, 1493, 1255]
news-paragraph: ನಾಮಪತ್ರ ಪರಿಶೀಲನೆ ವೇಳೆ ಅಭ್ಯರ್ಥಿಗಳು ಹಾಗೂ ಅವರ ಬೆಂಬಲಿಗರು ಹಾಜರಿದ್ದರು. ಚುನಾವಣಾ ವೀಕ್ಷಕರು ಪ್ರಕ್ರಿಯೆಯನ್ನು ವೀಕ್ಷಿಸಿದರು. ಎಲ್ಲ ಕ್ಷೇತ್ರಗಳಲ್ಲೂ ಬಿಗಿ ಪೊಲೀಸ್ ಬಂದೋಬಸ್ತ್ ಏರ್ಪಡಿಸಲಾಗಿತ್ತು. — [1122, 1203, 1302, 1255]
column-name: ಸಂಸ್ಕೃತಿ ಚಿಂತನಾ — [1077, 172, 1234, 207]
joke-speaker: ಸಭಿಕರು — [153, 261, 178, 272]
joke-line — [153, 214, 492, 240]
main-subhead — [706, 1202, 1113, 1241]
divider — [135, 1783, 507, 1785]
divider — [135, 1457, 507, 1459]
